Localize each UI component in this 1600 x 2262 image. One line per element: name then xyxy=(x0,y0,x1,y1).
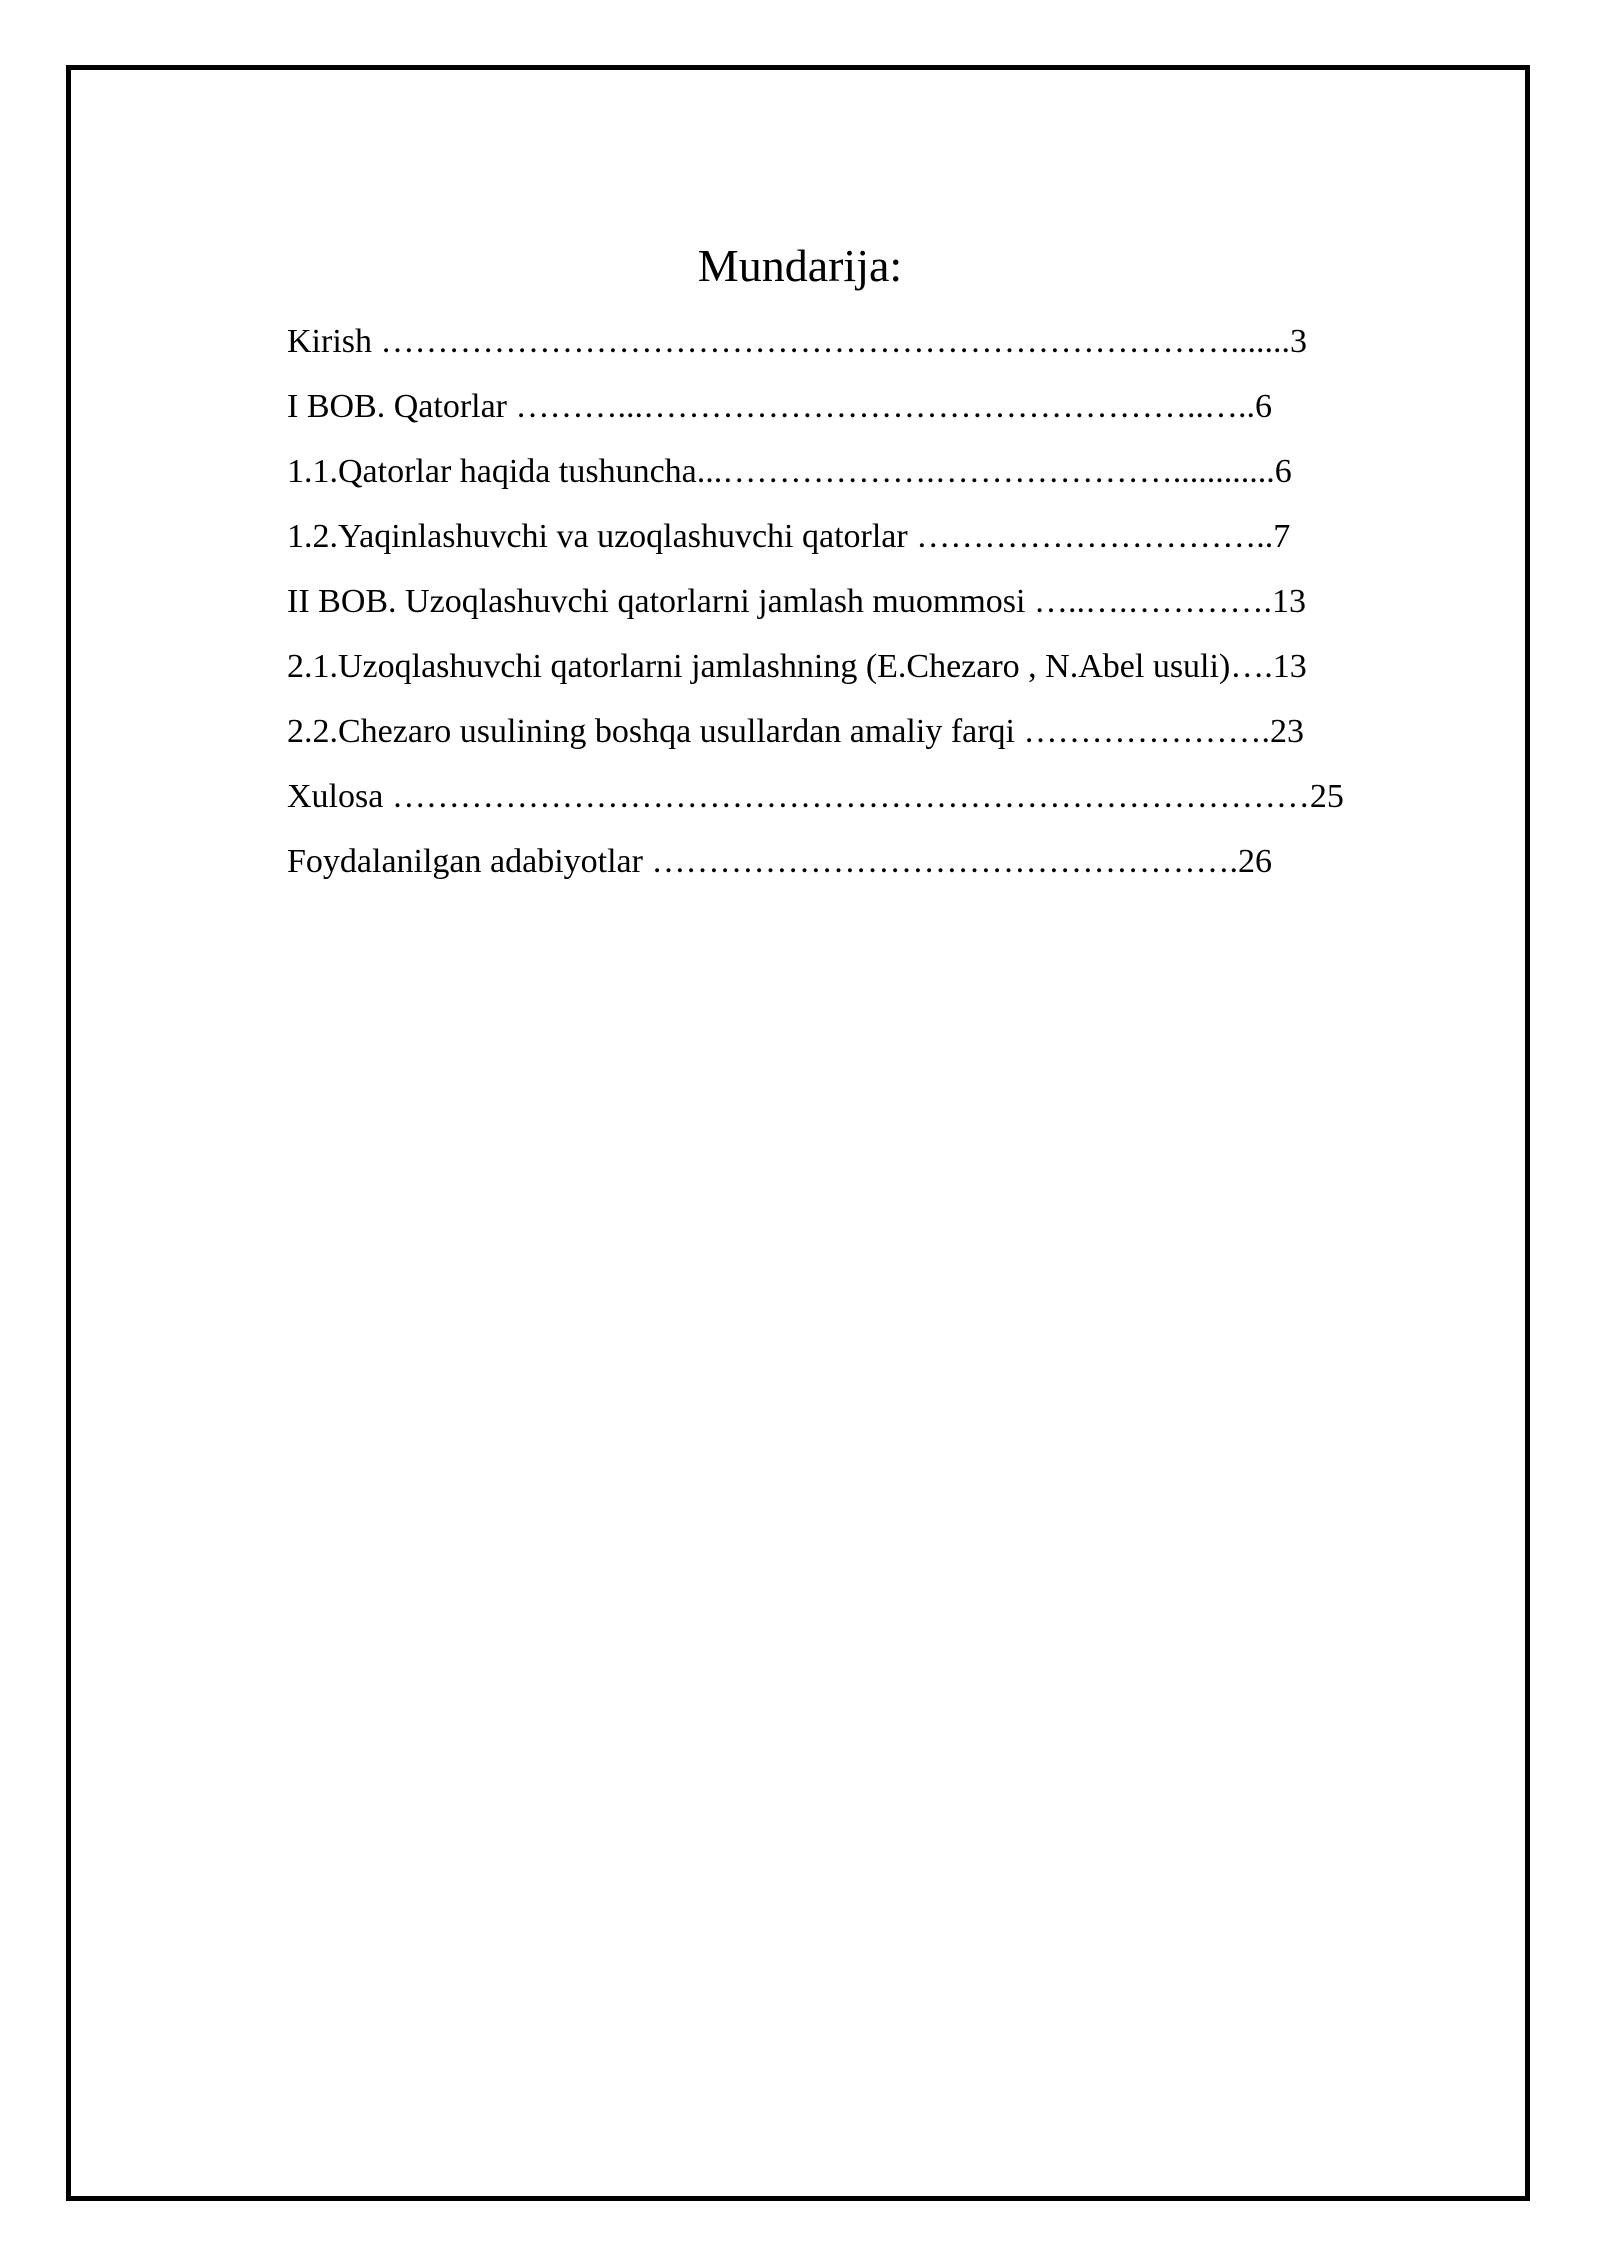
toc-entry-section-1-2: 1.2.Yaqinlashuvchi va uzoqlashuvchi qatorlar …………………………..7 xyxy=(287,518,1291,555)
toc-entry-xulosa: Xulosa ………………………………………………………………………25 xyxy=(287,778,1344,815)
toc-list xyxy=(287,318,1344,903)
toc-entry-section-1-1: 1.1.Qatorlar haqida tushuncha...……………….…………………............6 xyxy=(287,453,1292,490)
toc-entry-section-2-2: 2.2.Chezaro usulining boshqa usullardan amaliy farqi ………………….23 xyxy=(287,713,1304,750)
toc-entry-chapter-2: II BOB. Uzoqlashuvchi qatorlarni jamlash muommosi …..….………….13 xyxy=(287,583,1306,620)
toc-entry-kirish: Kirish ………………………………………………………………….......3 xyxy=(287,323,1307,360)
toc-entry-section-2-1: 2.1.Uzoqlashuvchi qatorlarni jamlashning (E.Chezaro , N.Abel usuli)….13 xyxy=(287,648,1307,685)
toc-entry-adabiyotlar: Foydalanilgan adabiyotlar …………………………………………….26 xyxy=(287,843,1272,880)
toc-title: Mundarija: xyxy=(697,240,903,291)
toc-entry-chapter-1: I BOB. Qatorlar ………...…………………………………………..…..6 xyxy=(287,388,1273,425)
